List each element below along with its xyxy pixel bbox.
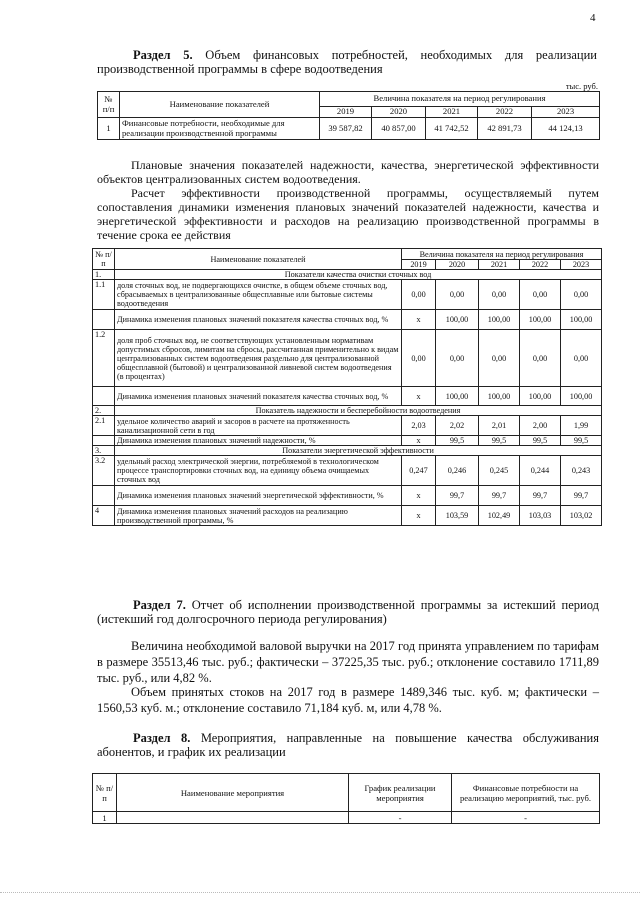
value-2021: 2,01: [479, 416, 520, 436]
row-num: 1: [98, 118, 120, 140]
value-2021: 100,00: [479, 310, 520, 330]
section8-heading: [97, 731, 599, 759]
header-name: Наименование показателей: [115, 249, 402, 270]
value-2019: x: [402, 387, 436, 406]
value-2019: 39 587,82: [320, 118, 372, 140]
year-2021: 2021: [479, 260, 520, 270]
row-num: 1: [93, 812, 117, 824]
section7-heading: [97, 598, 599, 626]
section5-title-line2: производственной программы в сфере водоотведения: [97, 62, 383, 76]
section7-title: Отчет об исполнении производственной программы за истекший период (истекший год долгосрочного периода регулирования): [97, 598, 599, 626]
row-name: доля сточных вод, не подвергающихся очистке, в общем объеме сточных вод, сбрасываемых в централизованные общесплавные или бытовые системы водоотведения: [115, 280, 402, 310]
section-title: Показатели качества очистки сточных вод: [115, 270, 602, 280]
table-row: [93, 456, 602, 486]
table-row: [93, 416, 602, 436]
value-2022: 0,00: [520, 330, 561, 387]
year-2023: 2023: [532, 107, 600, 118]
value-2019: x: [402, 506, 436, 526]
table-row: [93, 436, 602, 446]
year-2022: 2022: [520, 260, 561, 270]
year-2023: 2023: [561, 260, 602, 270]
row-name: Динамика изменения плановых значений расходов на реализацию производственной программы, %: [115, 506, 402, 526]
section-title: Показатели энергетической эффективности: [115, 446, 602, 456]
row-num: 2.1: [93, 416, 115, 436]
row-num: 1.2: [93, 330, 115, 387]
section5-heading: [97, 48, 597, 76]
value-2023: 0,00: [561, 280, 602, 310]
header-num: № п/п: [93, 774, 117, 812]
header-period: Величина показателя на период регулирования: [320, 92, 600, 107]
value-2023: 44 124,13: [532, 118, 600, 140]
table-row: [93, 486, 602, 506]
section7-paragraph-volume: Объем принятых стоков на 2017 год в размере 1489,346 тыс. куб. м; фактически – 1560,53 куб. м.; отклонение составило 71,184 куб. м, или 4,78 %.: [97, 685, 599, 715]
row-num: 2.: [93, 406, 115, 416]
value-2023: 100,00: [561, 387, 602, 406]
section8-title: Мероприятия, направленные на повышение качества обслуживания абонентов, и график их реализации: [97, 731, 599, 759]
row-num: 4: [93, 506, 115, 526]
measures-table: [92, 773, 600, 824]
value-2020: 0,00: [436, 280, 479, 310]
row-num: 1.1: [93, 280, 115, 310]
finance-table: [97, 91, 600, 140]
value-2020: 2,02: [436, 416, 479, 436]
value-2021: 99,5: [479, 436, 520, 446]
section7-paragraph-revenue: Величина необходимой валовой выручки на 2017 год принята управлением по тарифам в размере 35513,46 тыс. руб.; фактически – 37225,35 тыс. руб.; отклонение составило 1711,89 тыс. руб., или 4,82 %.: [97, 639, 599, 685]
row-name: Динамика изменения плановых значений показателя качества сточных вод, %: [115, 310, 402, 330]
row-name: Динамика изменения плановых значений энергетической эффективности, %: [115, 486, 402, 506]
value-2020: 100,00: [436, 387, 479, 406]
value-2022: 0,00: [520, 280, 561, 310]
value-2023: 0,243: [561, 456, 602, 486]
value-2022: 99,7: [520, 486, 561, 506]
table-row: [93, 387, 602, 406]
value-2020: 40 857,00: [372, 118, 426, 140]
unit-label: тыс. руб.: [565, 81, 598, 91]
row-num: [93, 310, 115, 330]
value-2023: 99,7: [561, 486, 602, 506]
row-num: [93, 436, 115, 446]
paragraph-efficiency: Расчет эффективности производственной программы, осуществляемый путем сопоставления динамики изменения плановых значений показателей надежности, качества и энергетической эффективности и расходов на реализацию производственной программы в течение срока ее действия: [97, 186, 599, 242]
value-2023: 99,5: [561, 436, 602, 446]
page-number: 4: [590, 12, 596, 24]
value-2020: 99,5: [436, 436, 479, 446]
row-name: доля проб сточных вод, не соответствующих установленным нормативам допустимых сбросов, лимитам на сбросы, рассчитанная применительно к видам централизованных систем водоотведения раздельно для централизованной общесплавной (бытовой) и централизованной ливневой систем водоотведения (в процентах): [115, 330, 402, 387]
value-2023: 1,99: [561, 416, 602, 436]
section5-label: Раздел 5.: [133, 48, 193, 62]
section-row: [93, 406, 602, 416]
value-2021: 99,7: [479, 486, 520, 506]
scan-edge: [0, 892, 640, 893]
value-2023: 100,00: [561, 310, 602, 330]
row-name: Финансовые потребности, необходимые для реализации производственной программы: [120, 118, 320, 140]
year-2021: 2021: [426, 107, 478, 118]
row-name: Динамика изменения плановых значений надежности, %: [115, 436, 402, 446]
header-num: № п/п: [98, 92, 120, 118]
year-2019: 2019: [402, 260, 436, 270]
value-2022: 99,5: [520, 436, 561, 446]
section8-label: Раздел 8.: [133, 731, 191, 745]
value-2019: 0,247: [402, 456, 436, 486]
year-2019: 2019: [320, 107, 372, 118]
row-name: удельный расход электрической энергии, потребляемой в технологическом процессе транспортировки сточных вод, на единицу объема очищаемых сточных вод: [115, 456, 402, 486]
header-num: № п/п: [93, 249, 115, 270]
value-2022: 100,00: [520, 310, 561, 330]
header-finance: Финансовые потребности на реализацию мероприятий, тыс. руб.: [452, 774, 600, 812]
header-name: Наименование показателей: [120, 92, 320, 118]
header-schedule: График реализации мероприятия: [349, 774, 452, 812]
table-row: [93, 280, 602, 310]
value-2019: x: [402, 486, 436, 506]
value-2022: 42 891,73: [478, 118, 532, 140]
value-2023: 103,02: [561, 506, 602, 526]
value-2021: 41 742,52: [426, 118, 478, 140]
value-2020: 100,00: [436, 310, 479, 330]
value-2020: 99,7: [436, 486, 479, 506]
row-num: 1.: [93, 270, 115, 280]
row-num: 3.: [93, 446, 115, 456]
section5-title: Объем финансовых потребностей, необходимых для реализации: [192, 48, 597, 62]
section-row: [93, 270, 602, 280]
row-schedule: -: [349, 812, 452, 824]
value-2021: 0,245: [479, 456, 520, 486]
value-2020: 0,00: [436, 330, 479, 387]
value-2020: 103,59: [436, 506, 479, 526]
section-title: Показатель надежности и бесперебойности водоотведения: [115, 406, 602, 416]
value-2019: 2,03: [402, 416, 436, 436]
value-2019: x: [402, 310, 436, 330]
row-num: 3.2: [93, 456, 115, 486]
year-2022: 2022: [478, 107, 532, 118]
value-2019: x: [402, 436, 436, 446]
row-name: удельное количество аварий и засоров в расчете на протяженность канализационной сети в год: [115, 416, 402, 436]
value-2021: 100,00: [479, 387, 520, 406]
row-finance: -: [452, 812, 600, 824]
table-row: [93, 310, 602, 330]
value-2022: 100,00: [520, 387, 561, 406]
value-2022: 103,03: [520, 506, 561, 526]
indicators-table: [92, 248, 602, 526]
row-num: [93, 387, 115, 406]
row-num: [93, 486, 115, 506]
section-row: [93, 446, 602, 456]
value-2021: 0,00: [479, 330, 520, 387]
section7-label: Раздел 7.: [133, 598, 186, 612]
value-2021: 0,00: [479, 280, 520, 310]
year-2020: 2020: [372, 107, 426, 118]
value-2023: 0,00: [561, 330, 602, 387]
header-period: Величина показателя на период регулирования: [402, 249, 602, 260]
header-name: Наименование мероприятия: [117, 774, 349, 812]
value-2020: 0,246: [436, 456, 479, 486]
year-2020: 2020: [436, 260, 479, 270]
table-row: [93, 506, 602, 526]
value-2022: 2,00: [520, 416, 561, 436]
paragraph-indicators: Плановые значения показателей надежности, качества, энергетической эффективности объектов централизованных систем водоотведения.: [97, 158, 599, 186]
value-2021: 102,49: [479, 506, 520, 526]
table-row: [93, 330, 602, 387]
row-name: Динамика изменения плановых значений показателя качества сточных вод, %: [115, 387, 402, 406]
value-2019: 0,00: [402, 330, 436, 387]
value-2022: 0,244: [520, 456, 561, 486]
value-2019: 0,00: [402, 280, 436, 310]
row-name: [117, 812, 349, 824]
